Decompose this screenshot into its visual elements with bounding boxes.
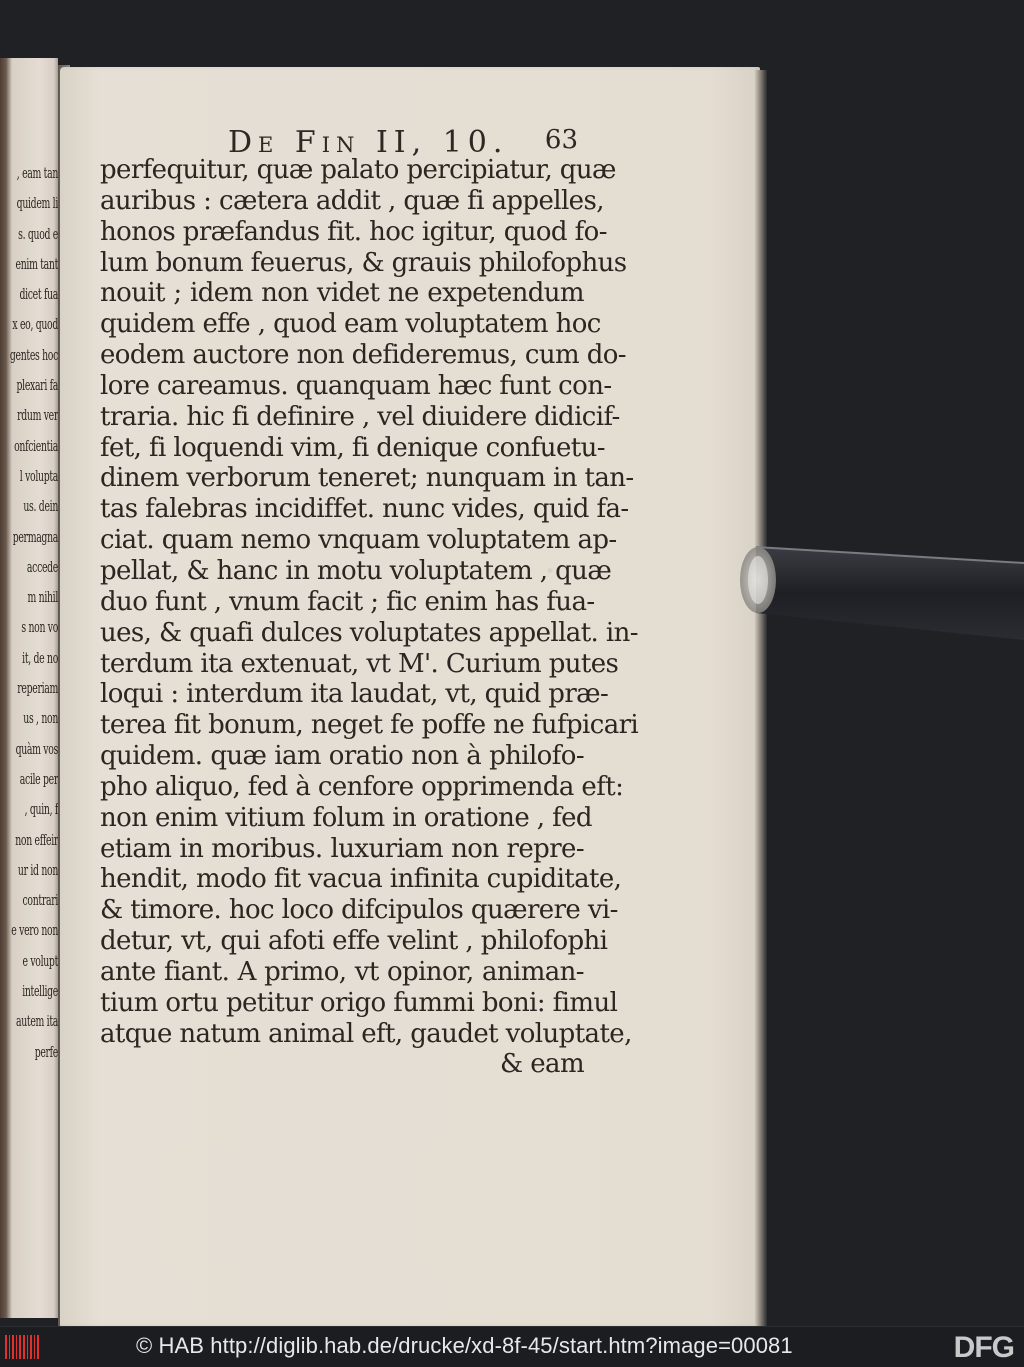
facing-page-line: us. dein: [23, 497, 58, 516]
footer-credit-link[interactable]: © HAB http://diglib.hab.de/drucke/xd-8f-45/start.htm?image=00081: [136, 1333, 793, 1358]
facing-page-line: dicet fua: [19, 285, 58, 304]
text-line: non enim vitium folum in oratione , fed: [100, 802, 592, 833]
facing-page-line: s non vo: [21, 618, 58, 637]
facing-page-line: l volupta: [19, 466, 58, 485]
library-barcode-icon: [5, 1335, 43, 1359]
text-line: pho aliquo, fed à cenfore opprimenda eft:: [100, 771, 624, 802]
text-line: tium ortu petitur origo fummi boni: fimul: [100, 987, 618, 1018]
facing-page-line: quidem li: [16, 194, 58, 213]
page-holder-clip: [736, 535, 1024, 645]
footer-bar: [0, 1326, 1024, 1367]
text-line: lore careamus. quanquam hæc funt con-: [100, 370, 612, 401]
facing-page-line: gentes hoc: [9, 345, 58, 364]
text-line: atque natum animal eft, gaudet voluptate,: [100, 1018, 632, 1049]
facing-page-line: onfcientia: [14, 436, 58, 455]
facing-page-line: intellige: [22, 982, 58, 1001]
facing-page-line: autem ita: [15, 1012, 58, 1031]
text-line: nouit ; idem non videt ne expetendum: [100, 278, 584, 309]
text-line: honos præfandus fit. hoc igitur, quod fo-: [100, 216, 607, 247]
facing-page-line: perfe: [34, 1042, 58, 1061]
facing-page-edge: [0, 58, 58, 1318]
facing-page-line: e volupt: [22, 951, 58, 970]
text-line: detur, vt, qui afoti effe velint , philofophi: [100, 926, 608, 957]
text-line: etiam in moribus. luxuriam non repre-: [100, 833, 584, 864]
text-line: & timore. hoc loco difcipulos quærere vi-: [100, 895, 618, 926]
facing-page-line: contrari: [22, 891, 58, 910]
facing-page-line: it, de no: [22, 648, 58, 667]
text-line: eodem auctore non defideremus, cum do-: [100, 340, 626, 371]
text-line: duo funt , vnum facit ; fic enim has fua-: [100, 586, 595, 617]
text-line: fet, fi loquendi vim, fi denique confuetu-: [100, 432, 605, 463]
text-line: quidem. quæ iam oratio non à philofo-: [100, 741, 584, 772]
text-line: auribus : cætera addit , quæ fi appelles,: [100, 185, 604, 216]
text-line: ciat. quam nemo vnquam voluptatem ap-: [100, 525, 617, 556]
text-line: ante fiant. A primo, vt opinor, animan-: [100, 956, 584, 987]
text-line: perfequitur, quæ palato percipiatur, quæ: [100, 155, 616, 185]
facing-page-line: e vero non: [11, 921, 58, 940]
text-line: terea fit bonum, neget fe poffe ne fufpicari: [100, 710, 639, 741]
facing-page-line: permagna: [12, 527, 58, 546]
facing-page-line: reperiam: [17, 679, 58, 698]
text-line: tas falebras incidiffet. nunc vides, quid fa-: [100, 494, 629, 525]
text-line: dinem verborum teneret; nunquam in tan-: [100, 463, 634, 494]
facing-page-line: acile per: [19, 769, 58, 788]
dfg-logo: DFG: [953, 1331, 1014, 1364]
body-text: [100, 155, 639, 1080]
text-line: traria. hic fi definire , vel diuidere didicif-: [100, 401, 620, 432]
text-line: hendit, modo fit vacua infinita cupiditate,: [100, 864, 622, 895]
facing-page-line: ur id non: [17, 860, 58, 879]
text-line: terdum ita extenuat, vt M'. Curium putes: [100, 648, 619, 679]
facing-page-line: quàm vos: [15, 739, 58, 758]
facing-page-line: x eo, quod: [12, 315, 58, 334]
facing-page-line: , quin, f: [24, 800, 58, 819]
facing-page-text: [6, 158, 58, 1067]
facing-page-line: us , non: [23, 709, 58, 728]
text-line: loqui : interdum ita laudat, vt, quid præ-: [100, 679, 609, 710]
facing-page-line: m nihil: [27, 588, 58, 607]
facing-page-line: enim tant: [15, 254, 58, 273]
catchword: & eam: [500, 1049, 584, 1080]
text-line: lum bonum feuerus, & grauis philofophus: [100, 247, 627, 278]
facing-page-line: non effeir: [15, 830, 58, 849]
text-line: quidem effe , quod eam voluptatem hoc: [100, 309, 601, 340]
page-number: 63: [544, 125, 578, 155]
running-head-title: De Fin II, 10.: [228, 125, 509, 160]
text-line: pellat, & hanc in motu voluptatem , quæ: [100, 555, 612, 586]
facing-page-line: rdum ver: [17, 406, 58, 425]
facing-page-line: accede: [26, 557, 58, 576]
text-line: ues, & quafi dulces voluptates appellat. in-: [100, 617, 638, 648]
facing-page-line: plexari fa: [16, 376, 58, 395]
facing-page-line: , eam tan: [16, 164, 58, 182]
page-fore-edge: [755, 70, 767, 1326]
facing-page-line: s. quod e: [18, 224, 58, 243]
